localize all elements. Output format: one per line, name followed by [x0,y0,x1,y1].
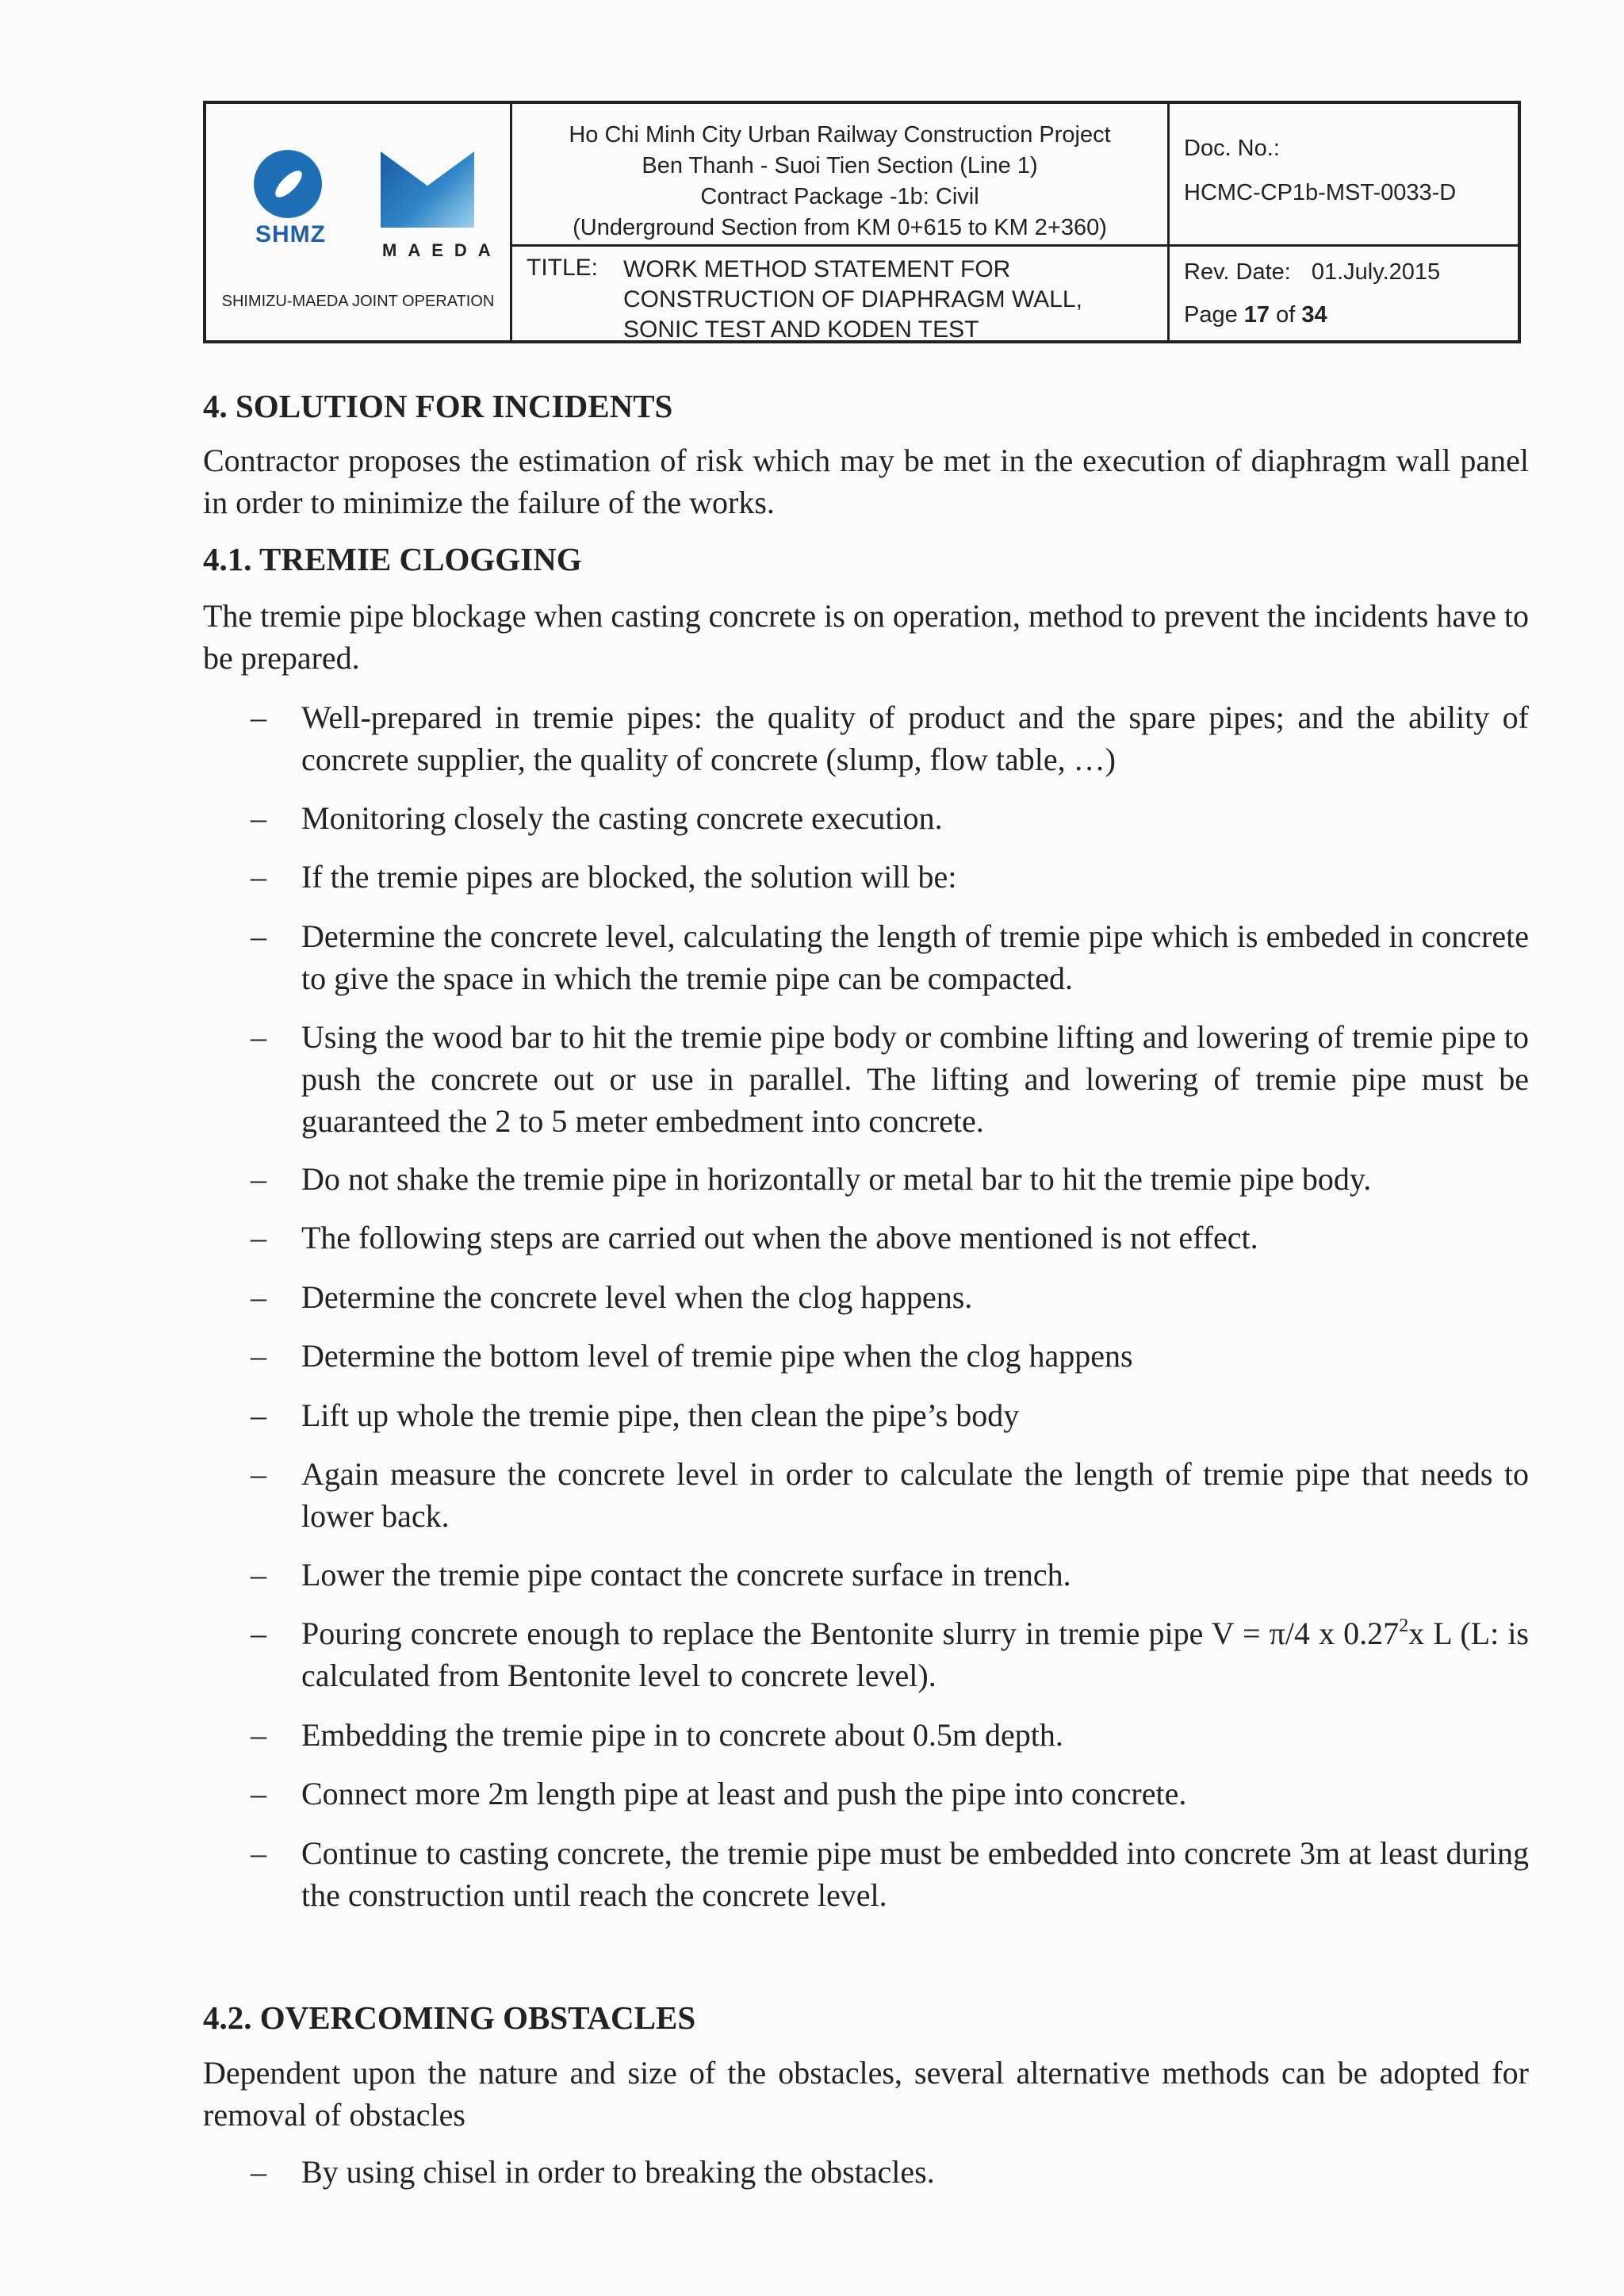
title-line: CONSTRUCTION OF DIAPHRAGM WALL, [623,286,1082,312]
doc-number-cell [1170,104,1518,247]
list-item-text: By using chisel in order to breaking the obstacles. [301,2154,935,2190]
joint-operation-label: SHIMIZU-MAEDA JOINT OPERATION [221,293,495,310]
project-line: Contract Package -1b: Civil [700,184,979,209]
list-item-text: Lower the tremie pipe contact the concrete surface in trench. [301,1557,1071,1593]
bullet-dash: – [251,1279,266,1315]
list-item-text: Again measure the concrete level in order to calculate the length of tremie pipe that needs to lower back. [301,1456,1529,1534]
title-label: TITLE: [527,255,599,281]
subsection-heading: 4.1. TREMIE CLOGGING [203,541,582,577]
bullet-dash: – [251,1557,266,1593]
section-paragraph: Contractor proposes the estimation of risk which may be met in the execution of diaphragm wall panel in order to minimize the failure of the works. [203,443,1529,520]
subsection-paragraph: The tremie pipe blockage when casting concrete is on operation, method to prevent the incidents have to be prepared. [203,598,1529,676]
bullet-dash: – [251,1717,266,1753]
bullet-dash: – [251,918,266,954]
revision-date-label: Rev. Date: [1184,259,1291,285]
bullet-dash: – [251,859,266,895]
bullet-dash: – [251,1776,266,1811]
formula-tail: x L (L: is calculated from Bentonite level to concrete level). [301,1616,1529,1693]
bullet-dash: – [251,1835,266,1871]
list-item-text: Using the wood bar to hit the tremie pipe body or combine lifting and lowering of tremie pipe to push the concrete out or use in parallel. The lifting and lowering of tremie pipe must be guaranteed the 2 to 5 meter embedment into concrete. [301,1019,1529,1139]
formula-text: Pouring concrete enough to replace the Bentonite slurry in tremie pipe V = π/4 x 0.27 [301,1616,1400,1651]
list-item-text: Determine the bottom level of tremie pipe when the clog happens [301,1338,1133,1374]
list-item-text: Lift up whole the tremie pipe, then clean the pipe’s body [301,1397,1020,1433]
doc-number-label: Doc. No.: [1184,136,1280,161]
bullet-dash: – [251,2154,266,2190]
list-item-text: Continue to casting concrete, the tremie pipe must be embedded into concrete 3m at least during the construction until reach the concrete level. [301,1835,1529,1913]
project-cell [512,104,1170,247]
doc-number: HCMC-CP1b-MST-0033-D [1184,180,1457,205]
formula-superscript: 2 [1399,1615,1409,1636]
list-item-text: Determine the concrete level when the clog happens. [301,1279,973,1315]
bullet-dash: – [251,1220,266,1255]
bullet-dash: – [251,1161,266,1197]
logo-cell [206,104,512,340]
bullet-dash: – [251,700,266,735]
list-item-text: Connect more 2m length pipe at least and push the pipe into concrete. [301,1776,1187,1811]
project-description [512,120,1167,243]
list-item-text: Monitoring closely the casting concrete execution. [301,800,943,836]
project-line: Ho Chi Minh City Urban Railway Construction Project [569,122,1111,148]
bullet-dash: – [251,1616,266,1651]
bullet-dash: – [251,1338,266,1374]
list-item-text: The following steps are carried out when the above mentioned is not effect. [301,1220,1258,1255]
page-of: of [1276,302,1296,328]
subsection-paragraph: Dependent upon the nature and size of the obstacles, several alternative methods can be adopted for removal of obstacles [203,2055,1529,2133]
list-item-text: Embedding the tremie pipe in to concrete about 0.5m depth. [301,1717,1063,1753]
section-heading: 4. SOLUTION FOR INCIDENTS [203,388,673,424]
revision-date: 01.July.2015 [1311,259,1441,285]
shmz-logo-text: SHMZ [255,221,326,247]
list-item-text: Well-prepared in tremie pipes: the quality of product and the spare pipes; and the ability of concrete supplier, the quality of concrete (slump, flow table, …) [301,700,1529,777]
list-item-text: Do not shake the tremie pipe in horizontally or metal bar to hit the tremie pipe body. [301,1161,1372,1197]
document-title [623,255,1082,345]
bullet-dash: – [251,1397,266,1433]
page-total: 34 [1301,302,1327,328]
list-item-text: If the tremie pipes are blocked, the solution will be: [301,859,957,895]
page-number-row [1184,302,1327,328]
bullet-dash: – [251,800,266,836]
project-line: Ben Thanh - Suoi Tien Section (Line 1) [642,153,1038,178]
revision-cell [1170,247,1518,340]
title-line: SONIC TEST AND KODEN TEST [623,316,979,343]
bullet-dash: – [251,1019,266,1055]
list-item-text: Determine the concrete level, calculating the length of tremie pipe which is embeded in concrete to give the space in which the tremie pipe can be compacted. [301,918,1529,996]
title-line: WORK METHOD STATEMENT FOR [623,256,1011,282]
document-header-table [203,101,1521,343]
bullet-dash: – [251,1456,266,1492]
project-line: (Underground Section from KM 0+615 to KM 2+360) [573,215,1107,240]
maeda-logo-text: MAEDA [382,240,502,260]
shimizu-logo-icon [254,150,322,218]
subsection-heading: 4.2. OVERCOMING OBSTACLES [203,1999,696,2036]
maeda-logo-icon [381,151,474,228]
title-cell [512,247,1170,343]
list-item-text [301,1612,1529,1696]
company-logo [254,150,502,260]
page-prefix: Page [1184,302,1238,328]
page-current: 17 [1243,302,1270,328]
revision-date-row [1184,259,1440,286]
